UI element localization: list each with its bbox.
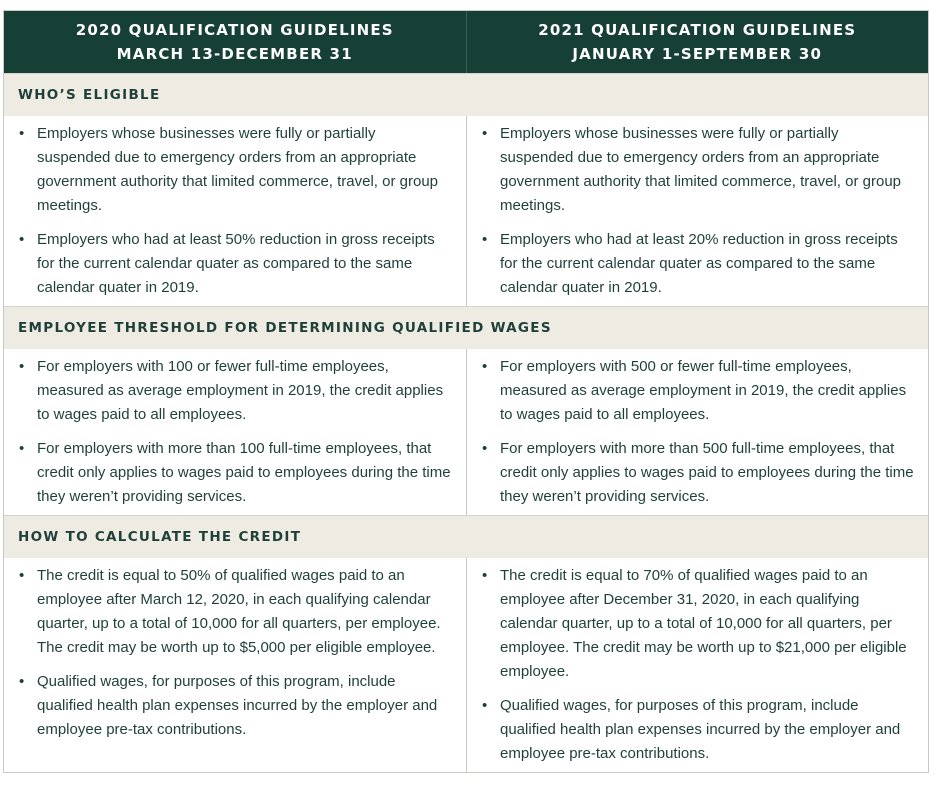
cell-2021 <box>466 558 928 772</box>
cell-2021 <box>466 116 928 306</box>
cell-2020 <box>4 558 466 772</box>
list-item-text: For employers with more than 500 full-time employees, that credit only applies to wages paid to employees during the time they weren’t providing services. <box>500 440 914 505</box>
list-item-text: For employers with more than 100 full-time employees, that credit only applies to wages paid to employees during the time they weren’t providing services. <box>37 440 451 505</box>
list-item <box>18 122 452 218</box>
list-item <box>481 228 914 300</box>
cell-2020 <box>4 116 466 306</box>
list-item <box>481 122 914 218</box>
bullet-icon: • <box>482 125 488 142</box>
section-title-calculate: HOW TO CALCULATE THE CREDIT <box>4 515 928 558</box>
guidelines-table <box>3 10 929 773</box>
section-title-threshold: EMPLOYEE THRESHOLD FOR DETERMINING QUALIFIED WAGES <box>4 306 928 349</box>
header-2020-dates: MARCH 13-DECEMBER 31 <box>116 45 353 63</box>
bullet-icon: • <box>19 125 25 142</box>
list-item-text: The credit is equal to 70% of qualified wages paid to an employee after December 31, 2020, in each qualifying calendar quarter, up to a total of 10,000 for all quarters, per employee. The credit may be worth up to $21,000 per eligible employee. <box>500 567 907 680</box>
list-item-text: Qualified wages, for purposes of this program, include qualified health plan expenses incurred by the employer and employee pre-tax contributions. <box>37 673 438 738</box>
header-2020-title: 2020 QUALIFICATION GUIDELINES <box>75 21 394 39</box>
list-item <box>18 670 452 742</box>
bullet-icon: • <box>482 567 488 584</box>
table-header <box>4 11 928 73</box>
bullet-icon: • <box>482 231 488 248</box>
header-2020 <box>4 11 466 73</box>
list-item-text: For employers with 500 or fewer full-time employees, measured as average employment in 2019, the credit applies to wages paid to all employees. <box>500 358 907 423</box>
bullet-icon: • <box>482 358 488 375</box>
list-item <box>18 228 452 300</box>
bullet-icon: • <box>482 697 488 714</box>
list-item <box>481 355 914 427</box>
list-item-text: For employers with 100 or fewer full-time employees, measured as average employment in 2019, the credit applies to wages paid to all employees. <box>37 358 444 423</box>
list-item-text: Employers who had at least 50% reduction in gross receipts for the current calendar quater as compared to the same calendar quater in 2019. <box>37 231 435 296</box>
list-item <box>481 437 914 509</box>
bullet-icon: • <box>19 440 25 457</box>
list-item <box>18 437 452 509</box>
cell-2020 <box>4 349 466 515</box>
list-item-text: Employers whose businesses were fully or partially suspended due to emergency orders from an appropriate government authority that limited commerce, travel, or group meetings. <box>500 125 902 214</box>
section-row-threshold <box>4 349 928 515</box>
bullet-icon: • <box>19 231 25 248</box>
header-2021-title: 2021 QUALIFICATION GUIDELINES <box>538 21 857 39</box>
section-row-calculate <box>4 558 928 772</box>
bullet-icon: • <box>19 673 25 690</box>
bullet-icon: • <box>19 567 25 584</box>
cell-2021 <box>466 349 928 515</box>
list-item <box>481 564 914 684</box>
list-item <box>18 564 452 660</box>
header-2021-dates: JANUARY 1-SEPTEMBER 30 <box>572 45 823 63</box>
bullet-icon: • <box>19 358 25 375</box>
list-item <box>481 694 914 766</box>
list-item-text: Qualified wages, for purposes of this program, include qualified health plan expenses incurred by the employer and employee pre-tax contributions. <box>500 697 901 762</box>
header-2021 <box>466 11 929 73</box>
list-item <box>18 355 452 427</box>
list-item-text: Employers who had at least 20% reduction in gross receipts for the current calendar quater as compared to the same calendar quater in 2019. <box>500 231 898 296</box>
list-item-text: Employers whose businesses were fully or partially suspended due to emergency orders from an appropriate government authority that limited commerce, travel, or group meetings. <box>37 125 439 214</box>
bullet-icon: • <box>482 440 488 457</box>
list-item-text: The credit is equal to 50% of qualified wages paid to an employee after March 12, 2020, in each qualifying calendar quarter, up to a total of 10,000 for all quarters, per employee. The credit may be worth up to $5,000 per eligible employee. <box>37 567 441 656</box>
section-row-eligible <box>4 116 928 306</box>
section-title-eligible: WHO’S ELIGIBLE <box>4 73 928 116</box>
